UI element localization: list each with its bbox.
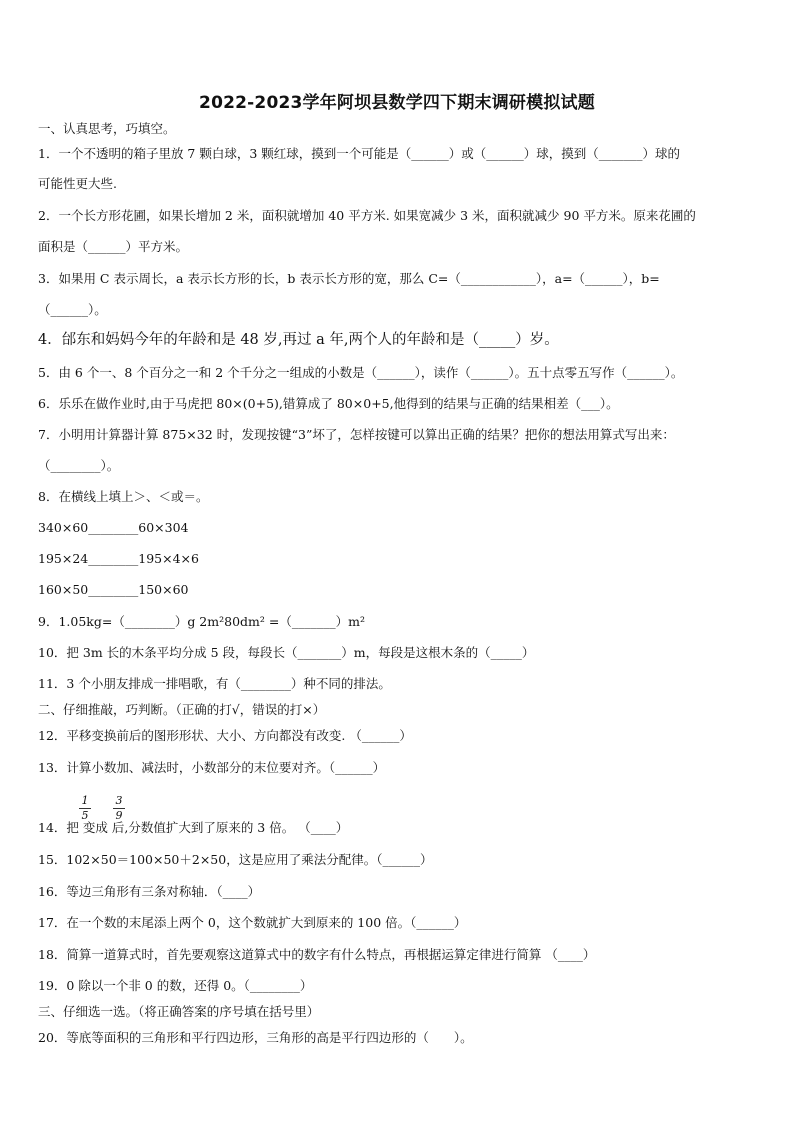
question-2-line-2: 面积是（______）平方米。 <box>38 239 189 254</box>
question-8-item-c: 160×50________150×60 <box>38 582 189 597</box>
fraction-numerator: 3 <box>115 794 123 807</box>
section-heading-judge: 二、仔细推敲，巧判断。（正确的打√，错误的打×） <box>38 702 326 717</box>
question-18: 18．简算一道算式时，首先要观察这道算式中的数字有什么特点，再根据运算定律进行简算 （____） <box>38 947 596 962</box>
fraction-denominator: 9 <box>115 809 123 822</box>
question-7-line-1: 7．小明用计算器计算 875×32 时，发现按键“3”坏了，怎样按键可以算出正确的结果？把你的想法用算式写出来： <box>38 427 675 442</box>
question-6: 6．乐乐在做作业时,由于马虎把 80×(0+5),错算成了 80×0+5,他得到的结果与正确的结果相差（___）。 <box>38 396 619 411</box>
question-8-item-a: 340×60________60×304 <box>38 520 189 535</box>
question-8: 8．在横线上填上＞、＜或＝。 <box>38 489 209 504</box>
question-1-line-2: 可能性更大些. <box>38 176 117 191</box>
question-16: 16．等边三角形有三条对称轴．（____） <box>38 884 261 899</box>
question-4: 4．邰东和妈妈今年的年龄和是 48 岁,再过 a 年,两个人的年龄和是（_____）岁。 <box>38 332 559 348</box>
question-17: 17．在一个数的末尾添上两个 0，这个数就扩大到原来的 100 倍。（______） <box>38 915 467 930</box>
fraction-three-ninths <box>113 795 125 822</box>
section-heading-fill-blank: 一、认真思考，巧填空。 <box>38 121 176 136</box>
question-7-line-2: （________）。 <box>38 458 120 473</box>
section-heading-choose: 三、仔细选一选。（将正确答案的序号填在括号里） <box>38 1004 320 1019</box>
fraction-one-fifth <box>79 795 91 822</box>
page-title: 2022-2023学年阿坝县数学四下期末调研模拟试题 <box>199 93 595 113</box>
question-14: 14．把 变成 后,分数值扩大到了原来的 3 倍。 （____） <box>38 820 349 835</box>
question-12: 12．平移变换前后的图形形状、大小、方向都没有改变. （______） <box>38 728 412 743</box>
question-11: 11．3 个小朋友排成一排唱歌，有（________）种不同的排法。 <box>38 676 391 691</box>
question-1-line-1: 1．一个不透明的箱子里放 7 颗白球，3 颗红球，摸到一个可能是（______）或（______）球，摸到（_______）球的 <box>38 146 681 161</box>
question-3-line-1: 3．如果用 C 表示周长，a 表示长方形的长，b 表示长方形的宽，那么 C=（____________），a=（______），b= <box>38 271 660 286</box>
question-19: 19．0 除以一个非 0 的数，还得 0。（________） <box>38 978 313 993</box>
question-2-line-1: 2．一个长方形花圃，如果长增加 2 米，面积就增加 40 平方米. 如果宽减少 3 米，面积就减少 90 平方米。原来花圃的 <box>38 208 696 223</box>
question-5: 5．由 6 个一、8 个百分之一和 2 个千分之一组成的小数是（______），读作（______）。五十点零五写作（______）。 <box>38 365 684 380</box>
fraction-denominator: 5 <box>81 809 89 822</box>
question-9: 9．1.05kg=（________）g 2m²80dm² =（_______）m² <box>38 614 365 629</box>
question-13: 13．计算小数加、减法时，小数部分的末位要对齐。（______） <box>38 760 386 775</box>
question-20: 20．等底等面积的三角形和平行四边形，三角形的高是平行四边形的（ ）。 <box>38 1030 473 1045</box>
fraction-numerator: 1 <box>81 794 89 807</box>
question-15: 15．102×50＝100×50＋2×50，这是应用了乘法分配律。（______） <box>38 852 433 867</box>
question-10: 10．把 3m 长的木条平均分成 5 段，每段长（_______）m，每段是这根木条的（_____） <box>38 645 535 660</box>
question-8-item-b: 195×24________195×4×6 <box>38 551 199 566</box>
question-3-line-2: （______）。 <box>38 302 107 317</box>
